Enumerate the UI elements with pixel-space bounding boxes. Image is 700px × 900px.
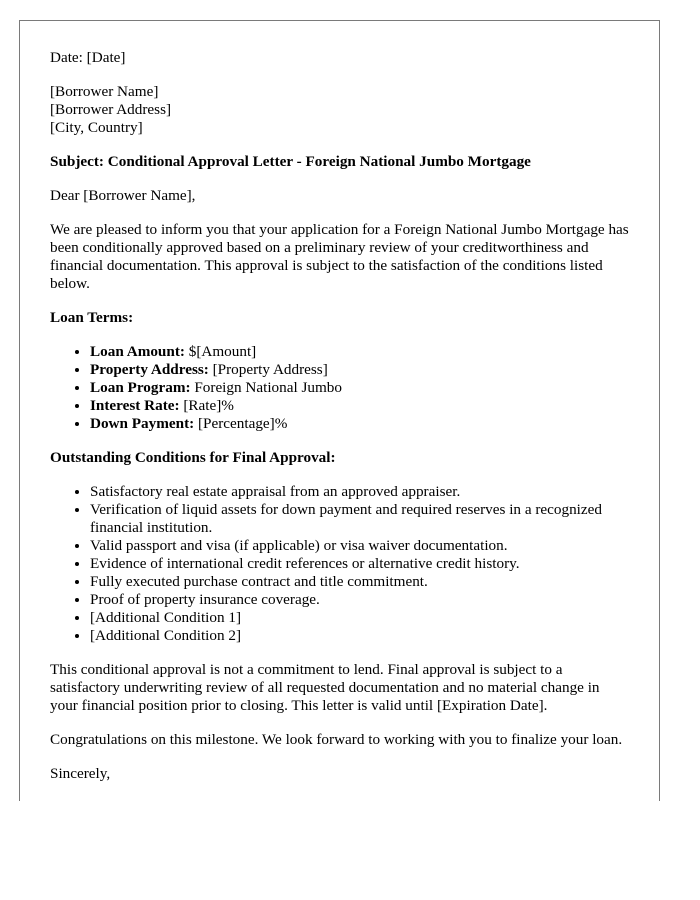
salutation: Dear [Borrower Name],: [50, 187, 196, 204]
conditions-heading: Outstanding Conditions for Final Approval:: [50, 449, 336, 466]
loan-term-item: [90, 361, 629, 379]
recipient-address: [50, 83, 629, 137]
conditions-list: [50, 483, 629, 645]
intro-paragraph: We are pleased to inform you that your application for a Foreign National Jumbo Mortgage has been conditionally approved based on a preliminary review of your creditworthiness and financial documentation. This approval is subject to the satisfaction of the conditions listed below.: [50, 221, 629, 292]
condition-item: • Evidence of international credit references or alternative credit history.: [90, 555, 629, 573]
date-line: Date: [Date]: [50, 49, 126, 66]
condition-item: • Valid passport and visa (if applicable) or visa waiver documentation.: [90, 537, 629, 555]
loan-term-value: Foreign National Jumbo: [190, 379, 342, 396]
loan-term-item: [90, 379, 629, 397]
loan-term-item: [90, 415, 629, 433]
loan-term-value: [Rate]%: [179, 397, 234, 414]
loan-term-label: Loan Program:: [90, 379, 191, 396]
subject-line: Subject: Conditional Approval Letter - Foreign National Jumbo Mortgage: [50, 153, 531, 170]
loan-term-value: [Percentage]%: [194, 415, 288, 432]
loan-term-label: Down Payment:: [90, 415, 195, 432]
disclaimer-paragraph: This conditional approval is not a commitment to lend. Final approval is subject to a satisfactory underwriting review of all requested documentation and no material change in your financial position prior to closing. This letter is valid until [Expiration Date].: [50, 661, 600, 714]
condition-item: • Proof of property insurance coverage.: [90, 591, 629, 609]
loan-terms-heading: Loan Terms:: [50, 309, 134, 326]
letter-page: [19, 20, 660, 801]
condition-item: • [Additional Condition 1]: [90, 609, 629, 627]
signoff: Sincerely,: [50, 765, 111, 782]
condition-item: • Verification of liquid assets for down payment and required reserves in a recognized financial institution.: [90, 501, 629, 537]
loan-term-value: $[Amount]: [184, 343, 257, 360]
loan-term-item: [90, 343, 629, 361]
condition-item: • [Additional Condition 2]: [90, 627, 629, 645]
loan-term-item: [90, 397, 629, 415]
loan-terms-list: [50, 343, 629, 433]
recipient-street: [Borrower Address]: [50, 101, 172, 118]
loan-term-label: Loan Amount:: [90, 343, 185, 360]
condition-item: • Satisfactory real estate appraisal from an approved appraiser.: [90, 483, 629, 501]
loan-term-value: [Property Address]: [208, 361, 328, 378]
recipient-name: [Borrower Name]: [50, 83, 159, 100]
condition-item: • Fully executed purchase contract and title commitment.: [90, 573, 629, 591]
loan-term-label: Interest Rate:: [90, 397, 180, 414]
loan-term-label: Property Address:: [90, 361, 209, 378]
recipient-city: [City, Country]: [50, 119, 143, 136]
closing-paragraph: Congratulations on this milestone. We look forward to working with you to finalize your loan.: [50, 731, 623, 748]
